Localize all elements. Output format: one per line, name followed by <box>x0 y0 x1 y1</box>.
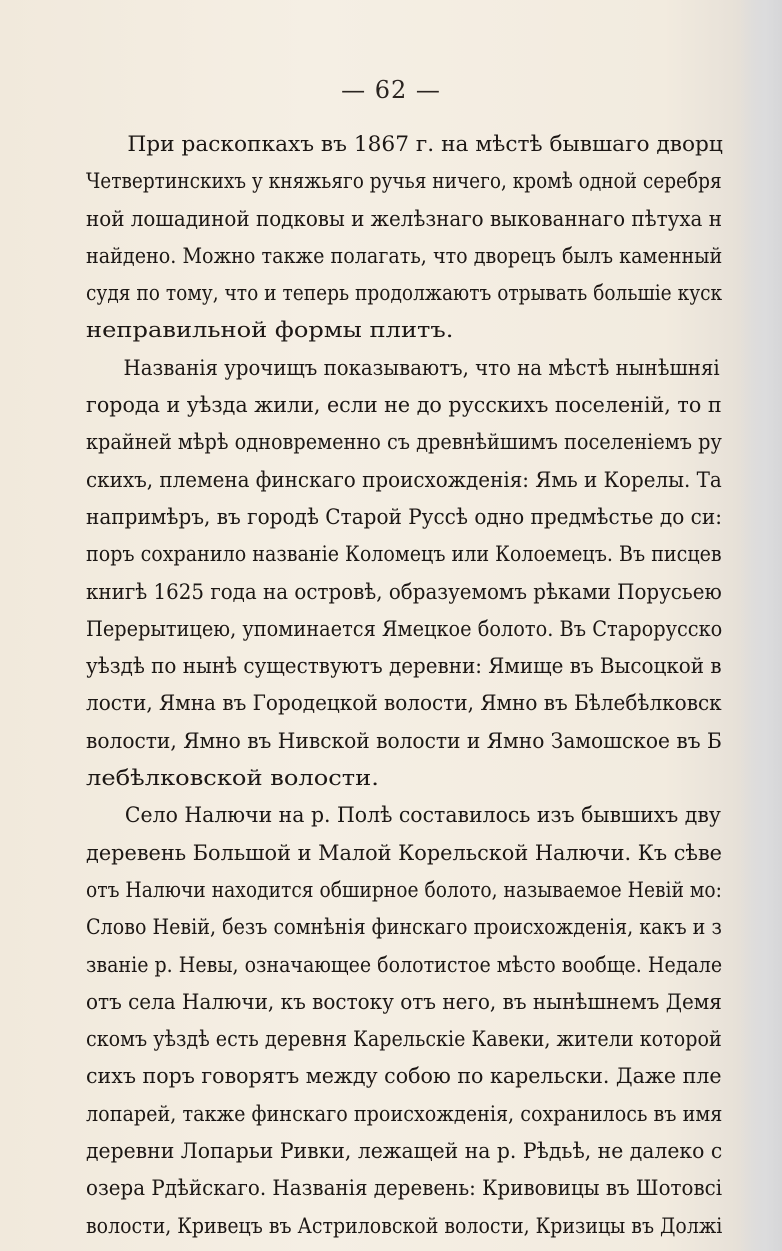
text-line: поръ сохранило названіе Коломецъ или Колоемецъ. Въ писцев <box>86 542 722 567</box>
text-line: ной лошадиной подковы и желѣзнаго выкованнаго пѣтуха н <box>86 206 722 231</box>
text-line: скомъ уѣздѣ есть деревня Карельскіе Кавеки, жители которой <box>86 1027 722 1052</box>
text-line: волости, Ямно въ Нивской волости и Ямно Замошское въ Б <box>86 728 722 753</box>
text-line: званіе р. Невы, означающее болотистое мѣсто вообще. Недале <box>86 952 723 977</box>
text-line: лопарей, также финскаго происхожденія, сохранилось въ имя <box>86 1101 723 1126</box>
text-line: уѣздѣ по нынѣ существуютъ деревни: Ямище въ Высоцкой в <box>86 654 722 679</box>
text-line: лебѣлковской волости. <box>86 766 379 791</box>
text-line: отъ Налючи находится обширное болото, называемое Невій мо: <box>86 877 722 902</box>
text-line: лости, Ямна въ Городецкой волости, Ямно въ Бѣлебѣлковск <box>86 691 722 716</box>
text-line: судя по тому, что и теперь продолжаютъ отрывать большіе куск <box>86 281 723 306</box>
text-line: отъ села Налючи, къ востоку отъ него, въ нынѣшнемъ Демя <box>86 989 722 1014</box>
text-line: При раскопкахъ въ 1867 г. на мѣстѣ бывшаго дворц <box>127 132 723 156</box>
text-line: деревень Большой и Малой Корельской Налючи. Къ сѣве <box>86 840 723 865</box>
text-line: напримѣръ, въ городѣ Старой Руссѣ одно предмѣстье до си: <box>86 504 722 529</box>
text-line: Слово Невій, безъ сомнѣнія финскаго происхожденія, какъ и з <box>86 915 722 940</box>
text-line: Четвертинскихъ у княжьяго ручья ничего, кромѣ одной серебря <box>86 169 722 194</box>
text-line: неправильной формы плитъ. <box>86 318 454 343</box>
page-number: — 62 — <box>341 76 441 104</box>
text-line: города и уѣзда жили, если не до русскихъ поселеній, то п <box>86 393 722 418</box>
text-line: волости, Кривецъ въ Астриловской волости, Кризицы въ Должі <box>86 1213 723 1238</box>
text-line: книгѣ 1625 года на островѣ, образуемомъ рѣками Порусьею <box>86 579 722 604</box>
text-line: Названія урочищъ показываютъ, что на мѣстѣ нынѣшняі <box>123 355 720 380</box>
body-text <box>86 126 782 1245</box>
text-line: крайней мѣрѣ одновременно съ древнѣйшимъ поселеніемъ ру <box>86 430 722 455</box>
text-line: скихъ, племена финскаго происхожденія: Ямь и Корелы. Та <box>86 467 722 492</box>
text-line: Перерытицею, упоминается Ямецкое болото. Въ Старорусско <box>86 616 723 641</box>
text-line: деревни Лопарьи Ривки, лежащей на р. Рѣдьѣ, не далеко с <box>86 1139 723 1164</box>
text-line: озера Рдѣйскаго. Названія деревень: Кривовицы въ Шотовсі <box>86 1176 723 1201</box>
text-line: найдено. Можно также полагать, что дворецъ былъ каменный <box>86 243 723 268</box>
text-line: сихъ поръ говорятъ между собою по карельски. Даже пле <box>86 1064 722 1089</box>
text-line: Село Налючи на р. Полѣ составилось изъ бывшихъ дву <box>124 803 721 828</box>
